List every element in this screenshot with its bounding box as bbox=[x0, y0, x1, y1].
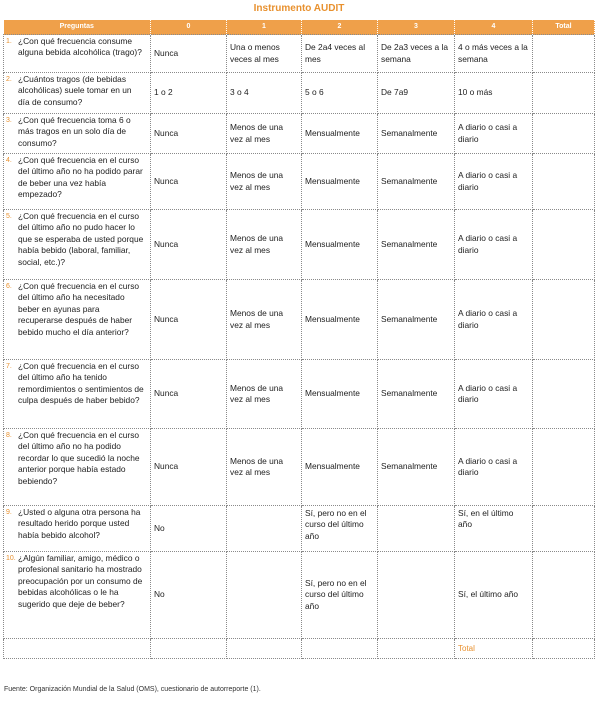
table-row bbox=[4, 280, 595, 360]
table-row bbox=[4, 35, 595, 73]
question-cell bbox=[4, 35, 151, 73]
question-number: 10. bbox=[6, 555, 16, 562]
table-row bbox=[4, 552, 595, 639]
header-1: 1 bbox=[227, 20, 302, 35]
total-cell bbox=[533, 154, 595, 210]
answer-cell-2: Mensualmente bbox=[302, 429, 378, 506]
answer-cell-2: Mensualmente bbox=[302, 360, 378, 429]
answer-cell-3: Semanalmente bbox=[378, 429, 455, 506]
table-row bbox=[4, 360, 595, 429]
table-row bbox=[4, 210, 595, 280]
answer-cell-2: Mensualmente bbox=[302, 154, 378, 210]
answer-cell-4: A diario o casi a diario bbox=[455, 210, 533, 280]
answer-cell-0: Nunca bbox=[151, 210, 227, 280]
header-preguntas: Preguntas bbox=[4, 20, 151, 35]
question-number: 6. bbox=[6, 283, 12, 290]
answer-cell-1: Menos de una vez al mes bbox=[227, 154, 302, 210]
question-cell bbox=[4, 210, 151, 280]
answer-cell-0: Nunca bbox=[151, 35, 227, 73]
answer-cell-3 bbox=[378, 552, 455, 639]
total-cell bbox=[533, 506, 595, 552]
answer-cell-4: A diario o casi a diario bbox=[455, 114, 533, 154]
answer-cell-2: Mensualmente bbox=[302, 114, 378, 154]
question-text: ¿Con qué frecuencia en el curso del último año no ha podido parar de beber una vez había empezado? bbox=[18, 155, 143, 200]
question-number: 4. bbox=[6, 157, 12, 164]
question-text: ¿Con qué frecuencia en el curso del último año ha necesitado beber en ayunas para recuperarse después de haber bebido mucho el día anterior? bbox=[18, 281, 140, 337]
table-row bbox=[4, 73, 595, 114]
header-3: 3 bbox=[378, 20, 455, 35]
table-row bbox=[4, 506, 595, 552]
answer-cell-1: Menos de una vez al mes bbox=[227, 210, 302, 280]
answer-cell-2: Sí, pero no en el curso del último año bbox=[302, 506, 378, 552]
answer-cell-4: Sí, en el último año bbox=[455, 506, 533, 552]
header-total: Total bbox=[533, 20, 595, 35]
total-row-blank bbox=[227, 639, 302, 659]
total-row-blank bbox=[378, 639, 455, 659]
question-number: 3. bbox=[6, 117, 12, 124]
question-text: ¿Algún familiar, amigo, médico o profesional sanitario ha mostrado preocupación por un consumo de bebidas alcohólicas o le ha sugerido que deje de beber? bbox=[18, 553, 143, 609]
answer-cell-1: Menos de una vez al mes bbox=[227, 429, 302, 506]
answer-cell-3 bbox=[378, 506, 455, 552]
source-note: Fuente: Organización Mundial de la Salud (OMS), cuestionario de autorreporte (1). bbox=[4, 686, 261, 693]
question-text: ¿Con qué frecuencia en el curso del último año no ha podido recordar lo que sucedió la noche anterior porque había estado bebiendo? bbox=[18, 430, 140, 486]
total-cell bbox=[533, 280, 595, 360]
question-number: 9. bbox=[6, 509, 12, 516]
question-number: 2. bbox=[6, 76, 12, 83]
total-row bbox=[4, 639, 595, 659]
question-cell bbox=[4, 280, 151, 360]
total-cell bbox=[533, 360, 595, 429]
answer-cell-4: 10 o más bbox=[455, 73, 533, 114]
table-row bbox=[4, 114, 595, 154]
answer-cell-1: 3 o 4 bbox=[227, 73, 302, 114]
audit-table bbox=[3, 20, 595, 659]
question-number: 8. bbox=[6, 432, 12, 439]
answer-cell-3: De 7a9 bbox=[378, 73, 455, 114]
answer-cell-4: A diario o casi a diario bbox=[455, 154, 533, 210]
answer-cell-2: Sí, pero no en el curso del último año bbox=[302, 552, 378, 639]
question-text: ¿Con qué frecuencia toma 6 o más tragos en un solo día de consumo? bbox=[18, 115, 131, 148]
answer-cell-0: Nunca bbox=[151, 114, 227, 154]
answer-cell-1: Menos de una vez al mes bbox=[227, 280, 302, 360]
total-cell bbox=[533, 429, 595, 506]
question-cell bbox=[4, 73, 151, 114]
answer-cell-4: Sí, el último año bbox=[455, 552, 533, 639]
answer-cell-4: 4 o más veces a la semana bbox=[455, 35, 533, 73]
question-number: 5. bbox=[6, 213, 12, 220]
total-cell bbox=[533, 210, 595, 280]
answer-cell-2: Mensualmente bbox=[302, 210, 378, 280]
question-number: 1. bbox=[6, 38, 12, 45]
answer-cell-4: A diario o casi a diario bbox=[455, 280, 533, 360]
answer-cell-3: De 2a3 veces a la semana bbox=[378, 35, 455, 73]
question-cell bbox=[4, 360, 151, 429]
question-cell bbox=[4, 552, 151, 639]
total-cell bbox=[533, 552, 595, 639]
answer-cell-0: Nunca bbox=[151, 429, 227, 506]
question-cell bbox=[4, 429, 151, 506]
answer-cell-4: A diario o casi a diario bbox=[455, 429, 533, 506]
question-cell bbox=[4, 114, 151, 154]
answer-cell-1: Una o menos veces al mes bbox=[227, 35, 302, 73]
grand-total-cell bbox=[533, 639, 595, 659]
question-number: 7. bbox=[6, 363, 12, 370]
question-text: ¿Cuántos tragos (de bebidas alcohólicas) suele tomar en un día de consumo? bbox=[18, 74, 132, 107]
answer-cell-2: 5 o 6 bbox=[302, 73, 378, 114]
total-row-blank bbox=[151, 639, 227, 659]
answer-cell-1 bbox=[227, 552, 302, 639]
header-2: 2 bbox=[302, 20, 378, 35]
total-row-blank bbox=[302, 639, 378, 659]
table-title: Instrumento AUDIT bbox=[253, 3, 345, 14]
header-4: 4 bbox=[455, 20, 533, 35]
answer-cell-0: Nunca bbox=[151, 280, 227, 360]
answer-cell-1: Menos de una vez al mes bbox=[227, 114, 302, 154]
table-row bbox=[4, 154, 595, 210]
question-text: ¿Con qué frecuencia en el curso del último año ha tenido remordimientos o sentimientos de culpa después de haber bebido? bbox=[18, 361, 144, 406]
total-row-blank bbox=[4, 639, 151, 659]
answer-cell-2: De 2a4 veces al mes bbox=[302, 35, 378, 73]
answer-cell-0: 1 o 2 bbox=[151, 73, 227, 114]
answer-cell-1 bbox=[227, 506, 302, 552]
question-cell bbox=[4, 154, 151, 210]
total-label: Total bbox=[455, 639, 533, 659]
question-text: ¿Usted o alguna otra persona ha resultado herido porque usted había bebido alcohol? bbox=[18, 507, 141, 540]
question-cell bbox=[4, 506, 151, 552]
answer-cell-0: Nunca bbox=[151, 360, 227, 429]
header-0: 0 bbox=[151, 20, 227, 35]
total-cell bbox=[533, 73, 595, 114]
answer-cell-4: A diario o casi a diario bbox=[455, 360, 533, 429]
answer-cell-2: Mensualmente bbox=[302, 280, 378, 360]
answer-cell-0: No bbox=[151, 506, 227, 552]
total-cell bbox=[533, 114, 595, 154]
answer-cell-3: Semanalmente bbox=[378, 210, 455, 280]
question-text: ¿Con qué frecuencia en el curso del último año no pudo hacer lo que se esperaba de usted porque había bebido (laboral, familiar, social, etc.)? bbox=[18, 211, 144, 267]
header-row bbox=[4, 20, 595, 35]
answer-cell-3: Semanalmente bbox=[378, 360, 455, 429]
answer-cell-3: Semanalmente bbox=[378, 114, 455, 154]
answer-cell-3: Semanalmente bbox=[378, 154, 455, 210]
answer-cell-0: No bbox=[151, 552, 227, 639]
question-text: ¿Con qué frecuencia consume alguna bebida alcohólica (trago)? bbox=[18, 36, 142, 58]
total-cell bbox=[533, 35, 595, 73]
table-row bbox=[4, 429, 595, 506]
answer-cell-3: Semanalmente bbox=[378, 280, 455, 360]
answer-cell-1: Menos de una vez al mes bbox=[227, 360, 302, 429]
answer-cell-0: Nunca bbox=[151, 154, 227, 210]
